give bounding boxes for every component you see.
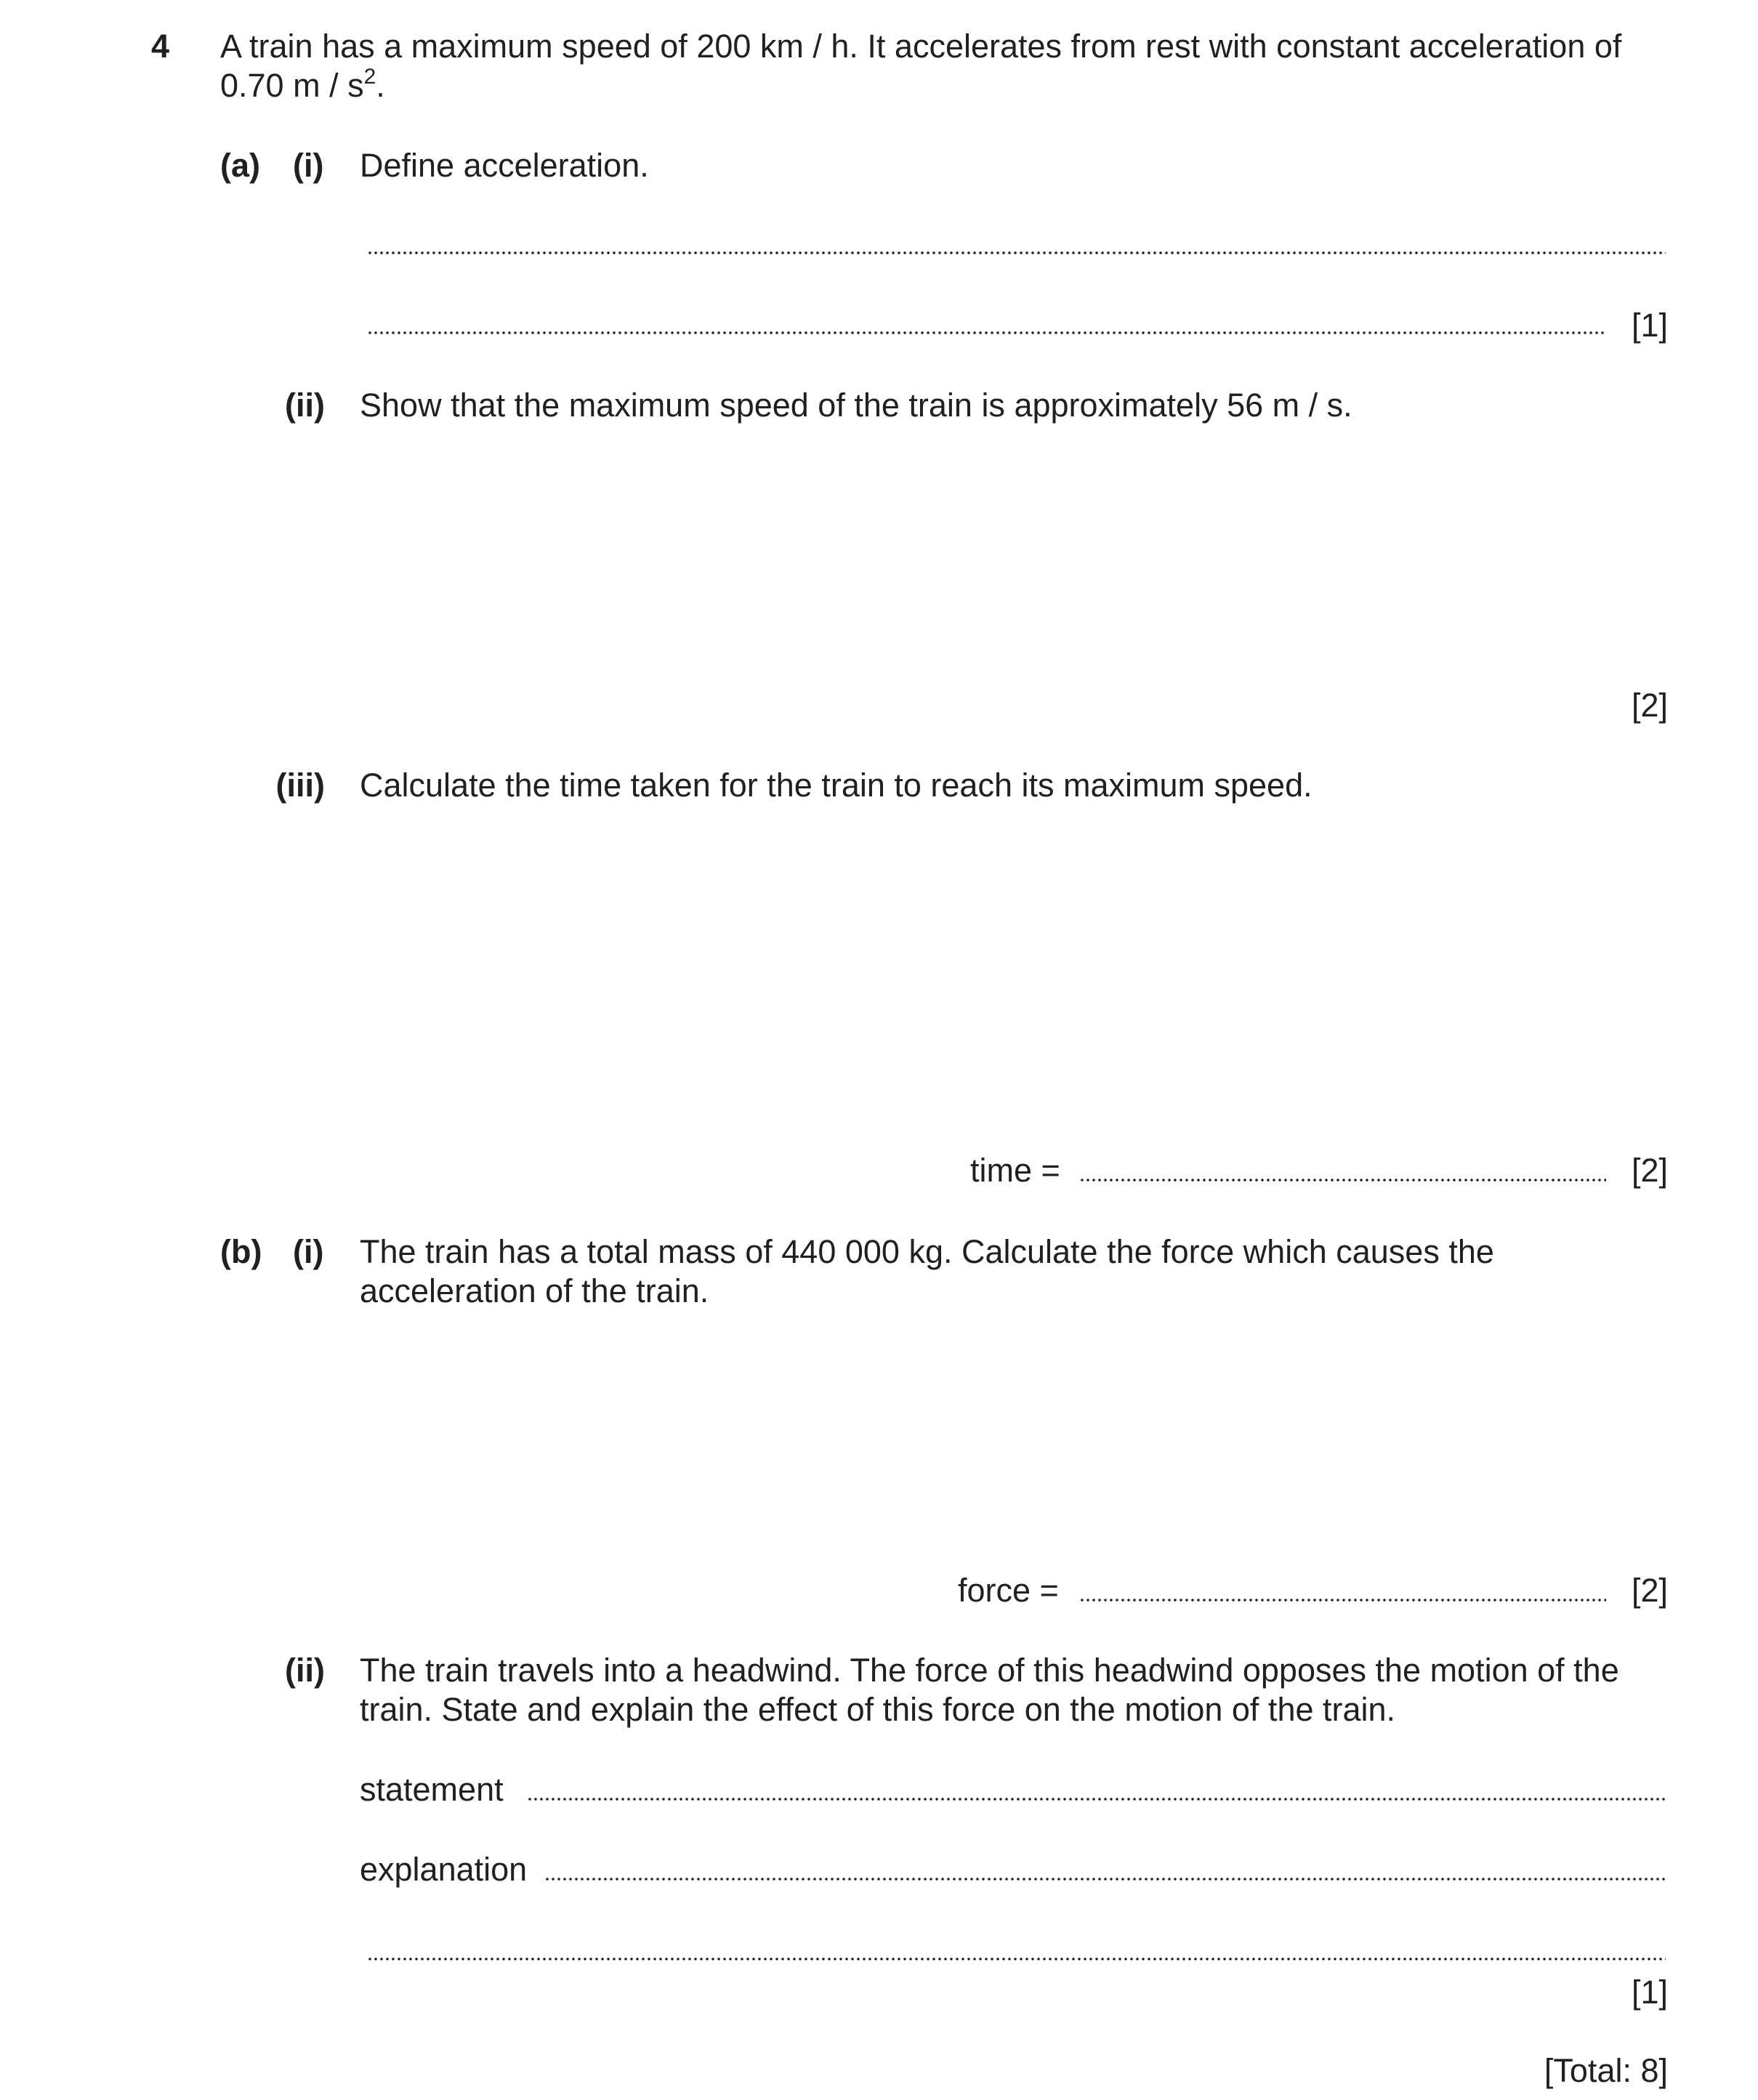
- part-b-i-label: (i): [293, 1233, 324, 1270]
- question-number: 4: [151, 28, 170, 65]
- part-a-i-label: (i): [293, 147, 324, 184]
- part-a-iii-text: Calculate the time taken for the train to reach its maximum speed.: [360, 767, 1313, 804]
- part-b-ii-marks: [1]: [1631, 1974, 1668, 2011]
- part-b-i-text-line1: The train has a total mass of 440 000 kg. Calculate the force which causes the: [360, 1233, 1494, 1270]
- explanation-answer-line-1[interactable]: [544, 1878, 1666, 1881]
- acceleration-value: 0.70 m / s: [220, 67, 364, 104]
- part-a-i-text: Define acceleration.: [360, 147, 649, 184]
- part-b-ii-text-line1: The train travels into a headwind. The force of this headwind opposes the motion of the: [360, 1652, 1619, 1689]
- part-b-ii-label: (ii): [285, 1652, 325, 1689]
- answer-line-a-i-2[interactable]: [367, 331, 1606, 334]
- statement-answer-line[interactable]: [527, 1798, 1666, 1801]
- part-a-i-marks: [1]: [1631, 307, 1668, 344]
- part-b-label: (b): [220, 1233, 262, 1270]
- question-stem-line1: A train has a maximum speed of 200 km / h. It accelerates from rest with constant acceleration of: [220, 28, 1622, 65]
- explanation-answer-line-2[interactable]: [367, 1958, 1666, 1960]
- part-b-ii-text-line2: train. State and explain the effect of this force on the motion of the train.: [360, 1691, 1396, 1728]
- total-marks: [Total: 8]: [1544, 2052, 1668, 2089]
- stem-period: .: [376, 67, 385, 104]
- part-b-i-marks: [2]: [1631, 1572, 1668, 1609]
- part-a-label: (a): [220, 147, 260, 184]
- question-stem-line2: [220, 65, 385, 106]
- statement-label: statement: [360, 1771, 504, 1808]
- part-a-ii-text: Show that the maximum speed of the train is approximately 56 m / s.: [360, 387, 1352, 424]
- time-answer-line[interactable]: [1079, 1179, 1606, 1182]
- answer-line-a-i-1[interactable]: [367, 251, 1666, 254]
- part-a-ii-label: (ii): [285, 387, 325, 424]
- exponent: 2: [363, 65, 376, 89]
- explanation-label: explanation: [360, 1851, 528, 1888]
- part-a-iii-label: (iii): [275, 767, 325, 804]
- force-answer-line[interactable]: [1079, 1599, 1606, 1602]
- part-a-iii-marks: [2]: [1631, 1152, 1668, 1189]
- force-answer-label: force =: [958, 1572, 1059, 1609]
- part-b-i-text-line2: acceleration of the train.: [360, 1272, 709, 1309]
- part-a-ii-marks: [2]: [1631, 687, 1668, 724]
- time-answer-label: time =: [970, 1152, 1060, 1189]
